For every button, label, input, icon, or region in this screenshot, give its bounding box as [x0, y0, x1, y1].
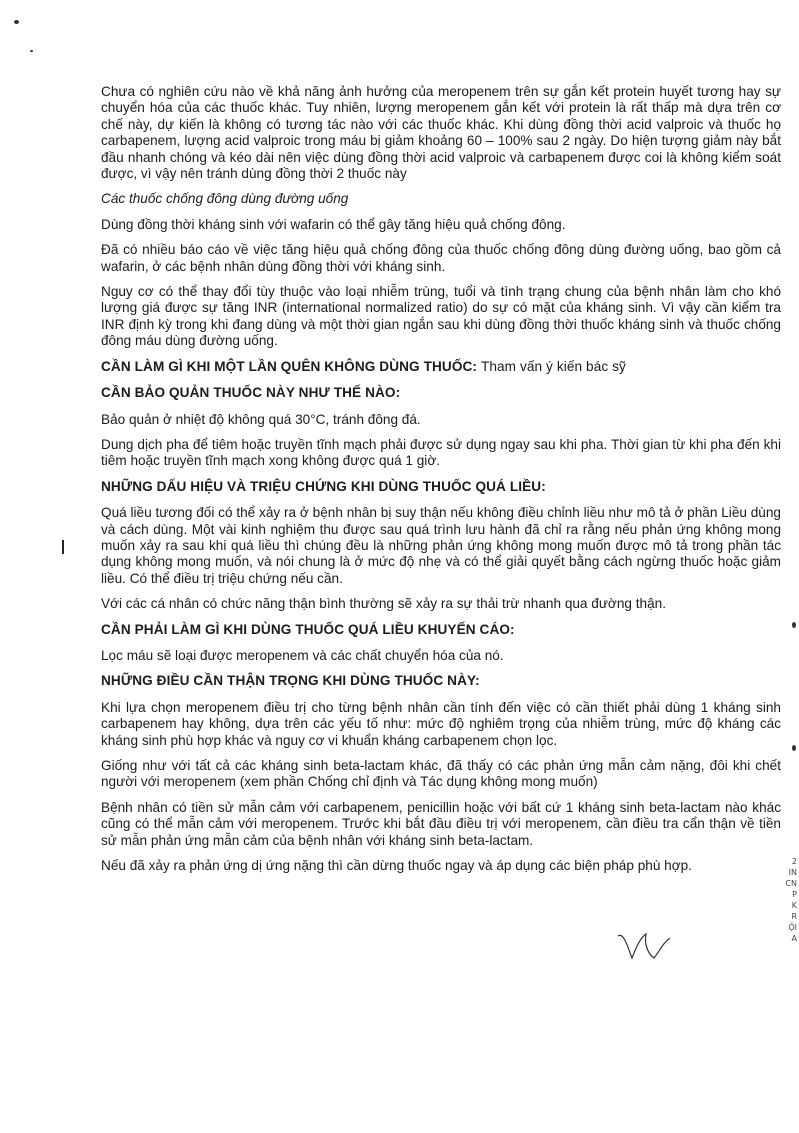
stamp-line: CN [785, 879, 797, 888]
missed-dose-advice: Tham vấn ý kiến bác sỹ [480, 358, 626, 374]
stamp-line: P [792, 890, 797, 899]
stamp-line: K [791, 901, 797, 910]
paragraph-overdose-relative: Quá liều tương đối có thể xảy ra ở bệnh nhân bị suy thận nếu không điều chỉnh liều như mô tả ở phần Liều dùng và cách dùng. Một vài kinh nghiệm thu được sau quá trình lưu hành đã chỉ ra rằng nếu phản ứng không mong muốn xảy ra sau khi quá liều thì chúng đều là những phản ứng không mong muốn được mô tả trong phần tác dụng không mong muốn, và nói chung là ở mức độ nhẹ và có thể giải quyết bằng cách ngừng thuốc hoặc giảm liều. Có thể điều trị triệu chứng nếu cần. [101, 505, 781, 586]
margin-mark [62, 540, 64, 554]
heading-overdose-action: CẦN PHẢI LÀM GÌ KHI DÙNG THUỐC QUÁ LIỀU KHUYẾN CÁO: [101, 621, 515, 637]
paragraph-precaution-allergy: Nếu đã xảy ra phản ứng dị ứng nặng thì cần dừng thuốc ngay và áp dụng các biện pháp phù hợp. [101, 858, 692, 874]
paragraph-renal-elimination: Với các cá nhân có chức năng thận bình thường sẽ xảy ra sự thải trừ nhanh qua đường thận. [101, 596, 666, 612]
document-page [101, 84, 781, 883]
heading-storage: CẦN BẢO QUẢN THUỐC NÀY NHƯ THẾ NÀO: [101, 385, 401, 401]
scan-speck [30, 50, 33, 52]
stamp-line: IN [788, 868, 797, 877]
paragraph-precaution-history: Bệnh nhân có tiền sử mẫn cảm với carbapenem, penicillin hoặc với bất cứ 1 kháng sinh beta-lactam nào khác cũng có thể mẫn cảm với meropenem. Trước khi bắt đầu điều trị với meropenem, cần điều tra cẩn thận về tiền sử mẫn phản ứng mẫn cảm của bệnh nhân với kháng sinh beta-lactam. [101, 799, 781, 848]
paragraph-wafarin: Dùng đồng thời kháng sinh với wafarin có thể gây tăng hiệu quả chống đông. [101, 216, 566, 232]
paragraph-inr-risk: Nguy cơ có thể thay đổi tùy thuộc vào loại nhiễm trùng, tuổi và tình trạng chung của bệnh nhân làm cho khó lượng giá được sự tăng INR (international normalized ratio) do sự có mặt của kháng sinh. Vì vậy cần kiểm tra INR định kỳ trong khi đang dùng và một thời gian ngắn sau khi dùng đồng thời thuốc kháng sinh và thuốc chống đông máu dùng đường uống. [101, 284, 781, 349]
scan-speck [792, 745, 796, 751]
paragraph-interaction-valproic: Chưa có nghiên cứu nào về khả năng ảnh hưởng của meropenem trên sự gắn kết protein huyết tương hay sự chuyển hóa của các thuốc khác. Tuy nhiên, lượng meropenem gắn kết với protein là rất thấp mà dựa trên cơ chế này, dự kiến là không có tương tác nào với các thuốc khác. Khi dùng đồng thời acid valproic và thuốc họ carbapenem, lượng acid valproic trong máu bị giảm khoảng 60 – 100% sau 2 ngày. Do hiện tượng giảm này bắt đầu nhanh chóng và kéo dài nên việc dùng đồng thời acid valproic và carbapenem được coi là không kiểm soát được, vì vậy nên tránh dùng đồng thời 2 thuốc này [101, 84, 781, 182]
paragraph-anticoagulant-reports: Đã có nhiều báo cáo về việc tăng hiệu quả chống đông của thuốc chống đông dùng đường uống, bao gồm cả wafarin, ở các bệnh nhân dùng đồng thời với kháng sinh. [101, 242, 781, 274]
heading-overdose-symptoms: NHỮNG DẤU HIỆU VÀ TRIỆU CHỨNG KHI DÙNG THUỐC QUÁ LIỀU: [101, 478, 546, 494]
heading-precautions: NHỮNG ĐIỀU CẦN THẬN TRỌNG KHI DÙNG THUỐC NÀY: [101, 673, 480, 689]
paragraph-precaution-hypersensitivity: Giống như với tất cả các kháng sinh beta-lactam khác, đã thấy có các phản ứng mẫn cảm nặng, đôi khi chết người với meropenem (xem phần Chống chỉ định và Tác dụng không mong muốn) [101, 758, 781, 790]
heading-missed-dose [101, 359, 781, 375]
stamp-line: R [791, 912, 797, 921]
handwritten-signature [614, 928, 674, 968]
heading-missed-dose-title: CẦN LÀM GÌ KHI MỘT LẦN QUÊN KHÔNG DÙNG THUỐC: [101, 358, 478, 374]
stamp-line: ỘI [788, 923, 797, 932]
paragraph-dialysis: Lọc máu sẽ loại được meropenem và các chất chuyển hóa của nó. [101, 647, 504, 663]
edge-stamp-fragment [777, 856, 797, 944]
subheading-oral-anticoagulants: Các thuốc chống đông dùng đường uống [101, 191, 349, 207]
stamp-line: 2 [791, 857, 797, 866]
scan-speck [792, 622, 796, 628]
paragraph-storage-temperature: Bảo quản ở nhiệt độ không quá 30°C, tránh đông đá. [101, 411, 421, 427]
scan-speck [14, 20, 19, 24]
paragraph-precaution-selection: Khi lựa chọn meropenem điều trị cho từng bệnh nhân cần tính đến việc có cần thiết phải dùng 1 kháng sinh carbapenem hay không, dựa trên các yếu tố như: mức độ nghiêm trọng của nhiễm trùng, mức độ kháng các kháng sinh phù hợp khác và nguy cơ vi khuẩn kháng carbapenem chọn lọc. [101, 699, 781, 748]
stamp-line: A [791, 934, 797, 943]
paragraph-storage-solution: Dung dịch pha để tiêm hoặc truyền tĩnh mạch phải được sử dụng ngay sau khi pha. Thời gian từ khi pha đến khi tiêm hoặc truyền tĩnh mạch xong không được quá 1 giờ. [101, 436, 781, 469]
